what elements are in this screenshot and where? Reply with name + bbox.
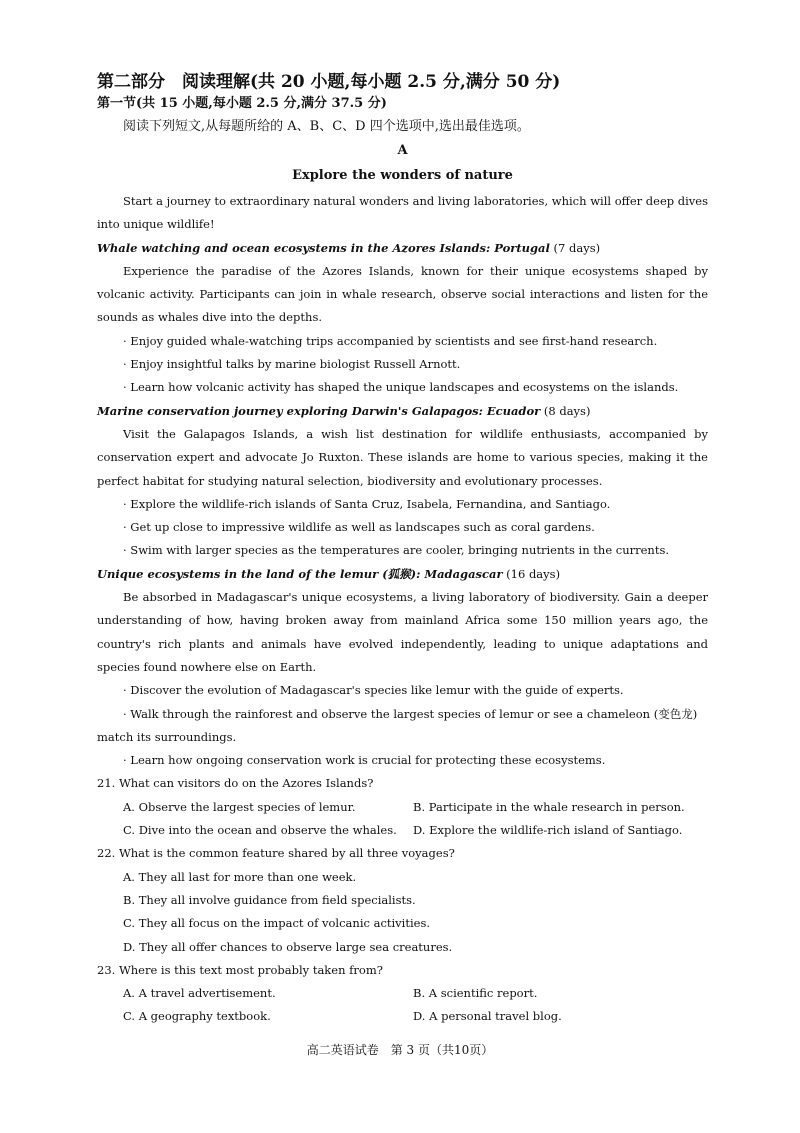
option-c: C. They all focus on the impact of volcanic activities.: [123, 916, 431, 931]
trip-bullet: · Enjoy insightful talks by marine biologist Russell Arnott.: [123, 357, 461, 372]
trip-duration: (8 days): [540, 403, 591, 418]
option-c: C. Dive into the ocean and observe the whales.: [123, 823, 397, 838]
question-stem: 22. What is the common feature shared by all three voyages?: [97, 846, 455, 861]
trip-description: Visit the Galapagos Islands, a wish list destination for wildlife enthusiasts, accompanied by conservation expert and advocate Jo Ruxton. These islands are home to various species, making it the perfect habitat for studying natural selection, biodiversity and evolutionary processes.: [97, 426, 708, 488]
trip-name: Unique ecosystems in the land of the lemur (狐猴): Madagascar: [97, 566, 503, 581]
trip-description: Be absorbed in Madagascar's unique ecosystems, a living laboratory of biodiversity. Gain a deeper understanding of how, having broken away from mainland Africa some 150 million years ago, the country's rich plants and animals have evolved independently, leading to unique adaptations and species found nowhere else on Earth.: [97, 590, 708, 674]
option-a: A. A travel advertisement.: [123, 986, 276, 1001]
question-stem: 21. What can visitors do on the Azores Islands?: [97, 776, 374, 791]
page-footer: 高二英语试卷 第 3 页（共10页）: [306, 1043, 494, 1057]
trip-bullet: · Explore the wildlife-rich islands of Santa Cruz, Isabela, Fernandina, and Santiago.: [123, 496, 611, 511]
question-options: [97, 796, 708, 843]
trip-bullet: · Walk through the rainforest and observe the largest species of lemur or see a chameleon (变色龙) match its surroundings.: [97, 706, 698, 744]
option-a: A. They all last for more than one week.: [123, 869, 357, 884]
trip-bullet: · Learn how ongoing conservation work is crucial for protecting these ecosystems.: [123, 753, 606, 768]
passage-intro: Start a journey to extraordinary natural wonders and living laboratories, which will offer deep dives into unique wildlife!: [97, 194, 709, 232]
trip-bullet: · Discover the evolution of Madagascar's species like lemur with the guide of experts.: [123, 683, 624, 698]
trip-bullet: · Get up close to impressive wildlife as well as landscapes such as coral gardens.: [123, 520, 595, 535]
option-b: B. Participate in the whale research in person.: [413, 799, 685, 814]
trip-name: Marine conservation journey exploring Darwin's Galapagos: Ecuador: [97, 403, 541, 418]
trip-heading: [97, 237, 708, 260]
trip-description: Experience the paradise of the Azores Islands, known for their unique ecosystems shaped by volcanic activity. Participants can join in whale research, observe social interactions and listen for the sounds as whales dive into the depths.: [97, 263, 708, 325]
option-d: D. They all offer chances to observe large sea creatures.: [123, 939, 453, 954]
question-options: [97, 982, 708, 1029]
option-a: A. Observe the largest species of lemur.: [123, 799, 356, 814]
trip-duration: (7 days): [549, 240, 601, 255]
option-b: B. A scientific report.: [413, 986, 538, 1001]
instruction: 阅读下列短文,从每题所给的 A、B、C、D 四个选项中,选出最佳选项。: [123, 119, 530, 134]
question-stem: 23. Where is this text most probably taken from?: [97, 962, 383, 977]
trip-duration: (16 days): [502, 566, 561, 581]
option-d: D. Explore the wildlife-rich island of Santiago.: [413, 823, 683, 838]
option-d: D. A personal travel blog.: [413, 1009, 562, 1024]
trip-bullet: · Swim with larger species as the temperatures are cooler, bringing nutrients in the currents.: [123, 543, 670, 558]
option-c: C. A geography textbook.: [123, 1009, 271, 1024]
section-title: 第一节(共 15 小题,每小题 2.5 分,满分 37.5 分): [97, 96, 387, 111]
question-options: [97, 866, 708, 959]
trip-bullet: · Learn how volcanic activity has shaped the unique landscapes and ecosystems on the islands.: [123, 380, 679, 395]
trip-heading: [97, 563, 708, 586]
trip-bullet: · Enjoy guided whale-watching trips accompanied by scientists and see first-hand research.: [123, 333, 658, 348]
trip-name: Whale watching and ocean ecosystems in the Azores Islands: Portugal: [97, 240, 550, 255]
trip-heading: [97, 400, 708, 423]
option-b: B. They all involve guidance from field specialists.: [123, 892, 416, 907]
passage-title: Explore the wonders of nature: [292, 168, 513, 183]
passage-letter: A: [397, 143, 408, 158]
part-title: 第二部分 阅读理解(共 20 小题,每小题 2.5 分,满分 50 分): [97, 72, 561, 92]
